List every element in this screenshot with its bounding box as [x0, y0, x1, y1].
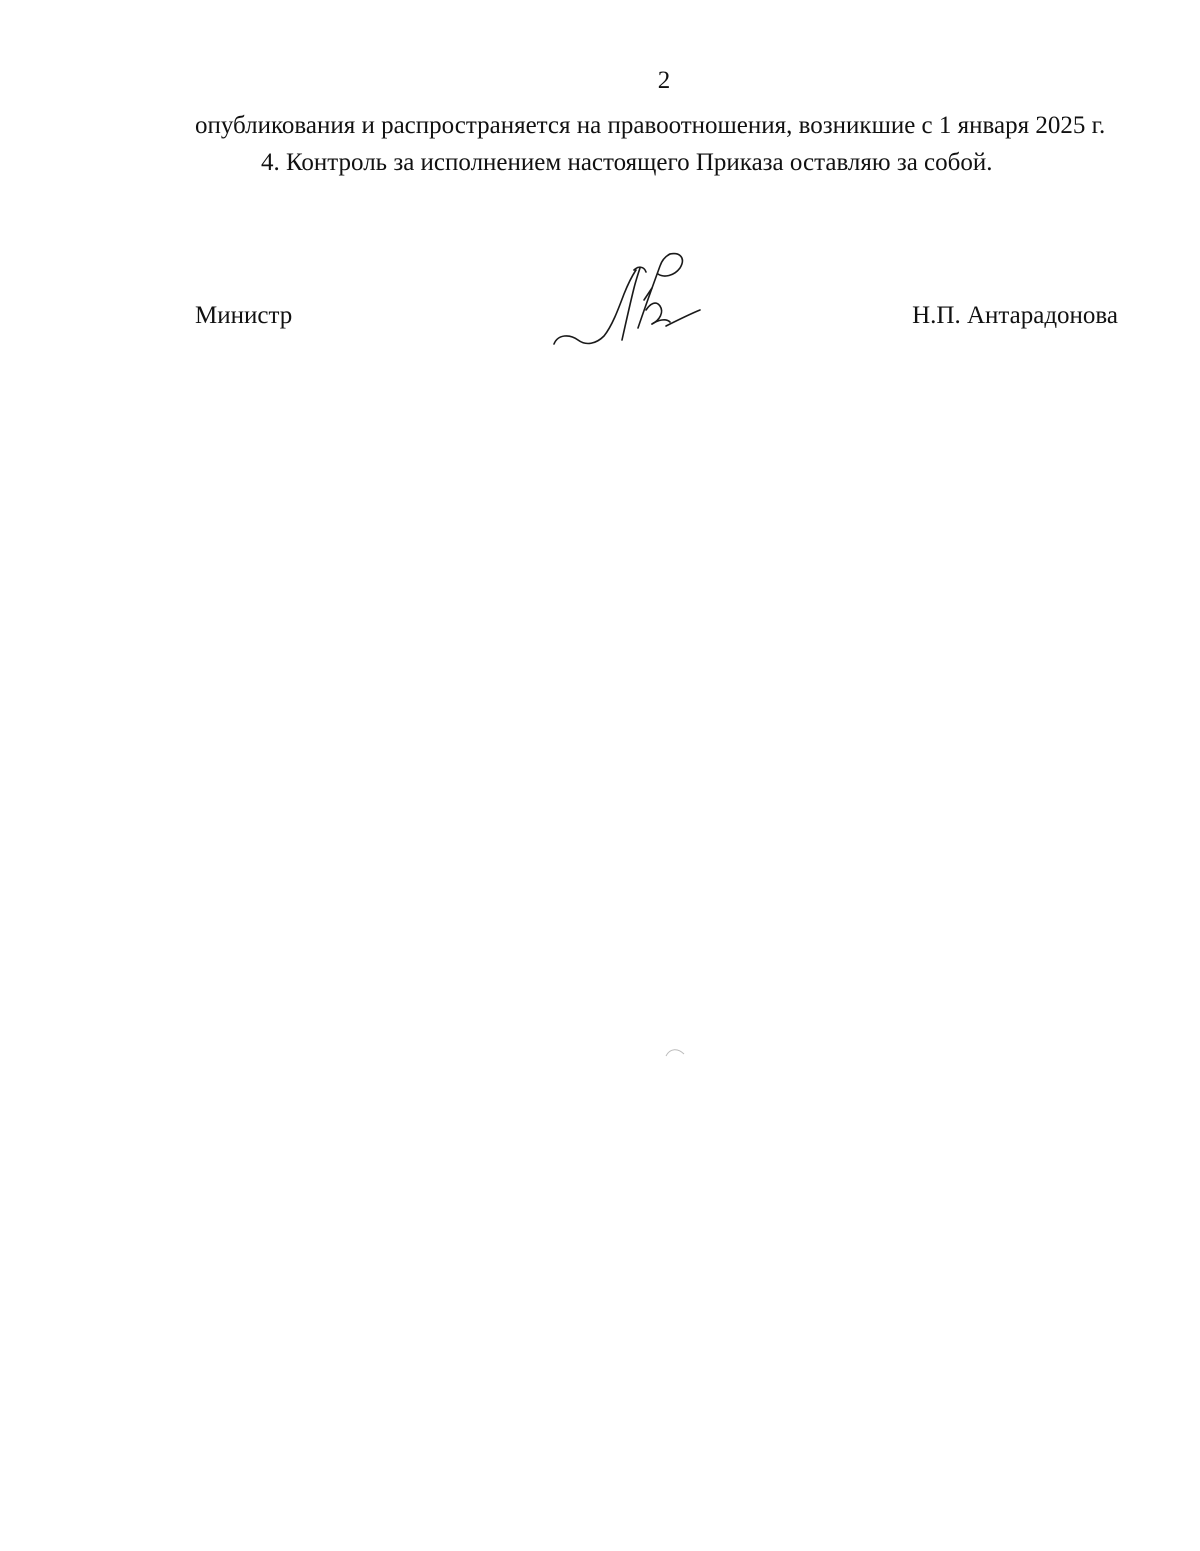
- paragraph-item-4: 4. Контроль за исполнением настоящего Приказа оставляю за собой.: [261, 149, 993, 176]
- handwritten-signature-icon: [548, 248, 708, 356]
- paragraph-continued: опубликования и распространяется на правоотношения, возникшие с 1 января 2025 г.: [195, 112, 1106, 139]
- signer-title: Министр: [195, 302, 293, 329]
- page-number: 2: [657, 67, 671, 94]
- signer-name: Н.П. Антарадонова: [912, 302, 1118, 329]
- document-body: [195, 110, 1118, 179]
- scan-speck-icon: [664, 1046, 686, 1058]
